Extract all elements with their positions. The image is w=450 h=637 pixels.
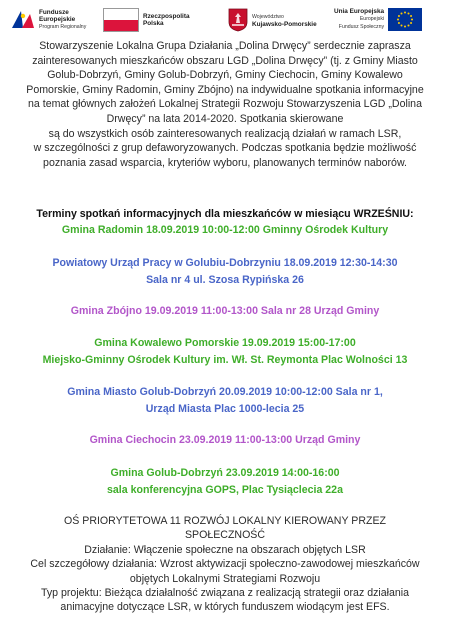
- fe-line2: Europejskie: [39, 16, 76, 23]
- ue-line2: Europejski: [359, 16, 385, 22]
- footer-line: OŚ PRIORYTETOWA 11 ROZWÓJ LOKALNY KIEROWANY PRZEZ: [64, 515, 386, 527]
- meeting-entry: [0, 335, 450, 368]
- ue-line3: Fundusz Społeczny: [338, 24, 385, 30]
- footer-line: objętych Lokalnymi Strategiami Rozwoju: [129, 572, 321, 585]
- rp-line1: Rzeczpospolita: [143, 13, 190, 20]
- meeting-line: Powiatowy Urząd Pracy w Golubiu-Dobrzyniu 18.09.2019 12:30-14:30: [52, 257, 398, 269]
- meeting-line: Sala nr 4 ul. Szosa Rypińska 26: [146, 273, 304, 286]
- meeting-line: Urząd Miasta Plac 1000-lecia 25: [145, 402, 305, 415]
- intro-line: zainteresowanych mieszkańców obszaru LGD „Dolina Drwęcy” (tj. z Gminy Miasto: [32, 54, 418, 67]
- ue-line1: Unia Europejska: [334, 8, 385, 15]
- intro-line: na temat głównych założeń Lokalnej Strategii Rozwoju Stowarzyszenia LGD „Dolina: [28, 98, 422, 111]
- meeting-line: Gmina Golub-Dobrzyń 23.09.2019 14:00-16:00: [110, 467, 340, 479]
- logo-strip: [0, 0, 450, 40]
- polish-flag-icon: [103, 8, 139, 32]
- intro-line: Drwęcy” na lata 2014-2020. Spotkania skierowane: [106, 112, 344, 125]
- meeting-entry: [0, 465, 450, 498]
- intro-line: Golub-Dobrzyń, Gminy Golub-Dobrzyń, Gminy Ciechocin, Gminy Kowalewo: [47, 69, 403, 82]
- intro-line: poznania zasad wsparcia, kryteriów wyboru, planowanych terminów naborów.: [43, 156, 407, 169]
- meeting-entry: [0, 384, 450, 417]
- fe-line3: Program Regionalny: [39, 24, 87, 30]
- meeting-line: Gmina Kowalewo Pomorskie 19.09.2019 15:00-17:00: [94, 337, 356, 349]
- meeting-line: Gmina Ciechocin 23.09.2019 11:00-13:00 Urząd Gminy: [89, 434, 361, 446]
- rp-line2: Polska: [143, 20, 164, 27]
- intro-line: są do wszystkich osób zainteresowanych realizacją działań w ramach LSR,: [48, 127, 402, 140]
- meeting-line: sala konferencyjna GOPS, Plac Tysiąclecia 22a: [107, 483, 343, 496]
- meeting-entry: [0, 303, 450, 320]
- meeting-entry: [0, 222, 450, 239]
- footer-line: SPOŁECZNOŚĆ: [184, 529, 266, 542]
- unia-europejska-logo: [334, 8, 422, 31]
- meeting-line: Gmina Radomin 18.09.2019 10:00-12:00 Gminny Ośrodek Kultury: [61, 224, 389, 236]
- meeting-line: Miejsko-Gminny Ośrodek Kultury im. Wł. St. Reymonta Plac Wolności 13: [42, 353, 408, 366]
- footer-line: Działanie: Włączenie społeczne na obszarach objętych LSR: [84, 543, 366, 556]
- meeting-entry: [0, 432, 450, 449]
- footer-line: Cel szczegółowy działania: Wzrost aktywizacji społeczno-zawodowej mieszkańców: [30, 558, 420, 571]
- meeting-line: Gmina Zbójno 19.09.2019 11:00-13:00 Sala nr 28 Urząd Gminy: [70, 305, 380, 317]
- intro-line: Pomorskie, Gminy Radomin, Gminy Zbójno) na indywidualne spotkania informacyjne: [26, 83, 424, 96]
- kp-line1: Województwo: [252, 13, 284, 20]
- intro-line: Stowarzyszenie Lokalna Grupa Działania „Dolina Drwęcy” serdecznie zaprasza: [39, 40, 411, 52]
- meeting-dates-heading: Terminy spotkań informacyjnych dla mieszkańców w miesiącu WRZEŚNIU:: [36, 208, 414, 220]
- kp-line2: Kujawsko-Pomorskie: [252, 20, 317, 28]
- kujawsko-pomorskie-logo: [228, 8, 317, 32]
- invitation-paragraph: [0, 39, 450, 170]
- eu-flag-icon: [388, 8, 422, 31]
- meeting-entry: [0, 255, 450, 288]
- fe-line1: Fundusze: [39, 9, 69, 16]
- kujawsko-pomorskie-coat-of-arms-icon: [228, 8, 248, 32]
- footer-line: Typ projektu: Bieżąca działalność związana z realizacją strategii oraz działania: [40, 587, 410, 600]
- fundusze-europejskie-logo: [10, 8, 86, 32]
- fundusze-europejskie-logo-icon: [10, 8, 36, 32]
- intro-line: w szczególności z grup defaworyzowanych. Podczas spotkania będzie możliwość: [33, 142, 417, 155]
- meeting-line: Gmina Miasto Golub-Dobrzyń 20.09.2019 10:00-12:00 Sala nr 1,: [67, 386, 383, 398]
- rzeczpospolita-polska-logo: [103, 8, 190, 32]
- program-info-footer: [0, 514, 450, 615]
- footer-line: animacyjne dotyczące LSR, w których funduszem wiodącym jest EFS.: [60, 601, 390, 614]
